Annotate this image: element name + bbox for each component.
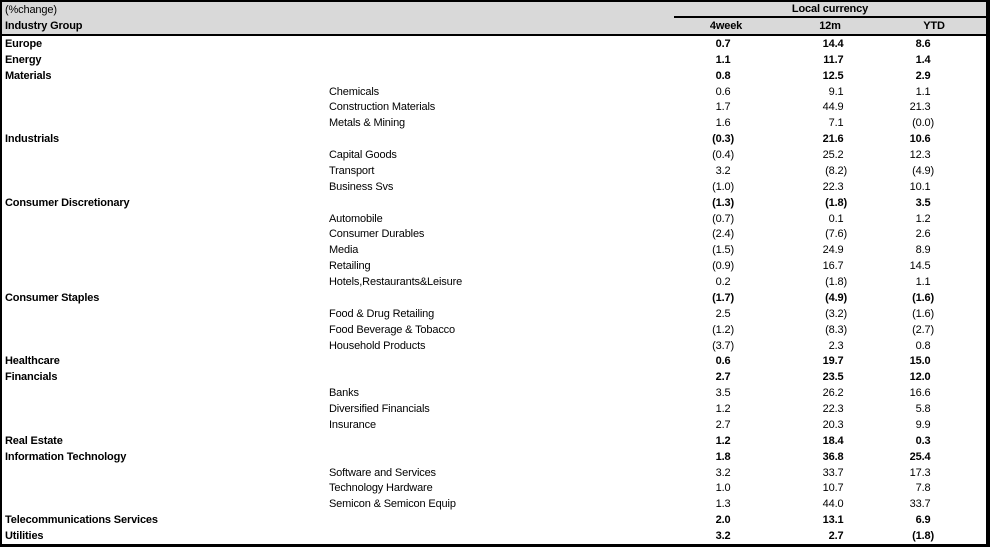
- value-cell-ytd: 21.3: [909, 101, 931, 114]
- header-row-top: [2, 2, 986, 18]
- value-cell-4week: 2.5: [715, 307, 731, 320]
- value-cell-4week: (1.2): [712, 323, 734, 336]
- sub-industry-label: Semicon & Semicon Equip: [329, 498, 456, 511]
- value-cell-12m: 12.5: [822, 69, 844, 82]
- value-cell-12m: 14.4: [822, 37, 844, 50]
- value-cell-ytd: 15.0: [909, 355, 931, 368]
- value-cell-ytd: 12.3: [909, 149, 931, 162]
- table-row: [2, 496, 986, 512]
- value-cell-12m: (3.2): [825, 307, 847, 320]
- value-cell-12m: 16.7: [822, 260, 844, 273]
- table-row: [2, 512, 986, 528]
- industry-group-label: Energy: [5, 53, 42, 66]
- table-row: [2, 36, 986, 52]
- value-cell-ytd: 12.0: [909, 371, 931, 384]
- value-cell-12m: (8.2): [825, 164, 847, 177]
- column-header-ytd: YTD: [923, 20, 945, 32]
- value-cell-12m: 9.1: [828, 85, 844, 98]
- value-cell-12m: 7.1: [828, 117, 844, 130]
- table-row: [2, 385, 986, 401]
- header-row-columns: [2, 18, 986, 36]
- value-cell-12m: 23.5: [822, 371, 844, 384]
- value-cell-ytd: (2.7): [912, 323, 934, 336]
- value-cell-12m: 2.3: [828, 339, 844, 352]
- value-cell-12m: 44.9: [822, 101, 844, 114]
- sub-industry-label: Technology Hardware: [329, 482, 433, 495]
- industry-group-label: Telecommunications Services: [5, 514, 158, 527]
- table-row: [2, 195, 986, 211]
- value-cell-ytd: 8.9: [915, 244, 931, 257]
- sub-industry-label: Banks: [329, 387, 359, 400]
- value-cell-ytd: 2.9: [915, 69, 931, 82]
- value-cell-ytd: 6.9: [915, 514, 931, 527]
- value-cell-ytd: 1.1: [915, 276, 931, 289]
- local-currency-header: Local currency: [674, 2, 986, 18]
- value-cell-ytd: 17.3: [909, 466, 931, 479]
- value-cell-4week: 3.2: [715, 164, 731, 177]
- value-cell-ytd: 2.6: [915, 228, 931, 241]
- sub-industry-label: Capital Goods: [329, 149, 397, 162]
- value-cell-12m: 36.8: [822, 450, 844, 463]
- value-cell-4week: (0.9): [712, 260, 734, 273]
- value-cell-4week: (1.3): [712, 196, 734, 209]
- value-cell-4week: (0.7): [712, 212, 734, 225]
- value-cell-ytd: 8.6: [915, 37, 931, 50]
- value-cell-ytd: 1.4: [915, 53, 931, 66]
- value-cell-12m: (1.8): [825, 276, 847, 289]
- value-cell-4week: (2.4): [712, 228, 734, 241]
- table-row: [2, 433, 986, 449]
- value-cell-4week: 0.6: [715, 85, 731, 98]
- value-cell-ytd: 33.7: [909, 498, 931, 511]
- table-row: [2, 84, 986, 100]
- value-cell-4week: 3.5: [715, 387, 731, 400]
- value-cell-ytd: 0.3: [915, 434, 931, 447]
- value-cell-12m: 44.0: [822, 498, 844, 511]
- pct-change-label: (%change): [5, 4, 57, 16]
- table-row: [2, 338, 986, 354]
- value-cell-4week: 1.1: [715, 53, 731, 66]
- table-row: [2, 100, 986, 116]
- value-cell-4week: (0.3): [712, 133, 734, 146]
- table-row: [2, 290, 986, 306]
- table-row: [2, 306, 986, 322]
- value-cell-12m: 22.3: [822, 403, 844, 416]
- table-body: [2, 36, 986, 544]
- value-cell-4week: 3.2: [715, 466, 731, 479]
- industry-group-label: Information Technology: [5, 450, 127, 463]
- table-row: [2, 369, 986, 385]
- sub-industry-label: Business Svs: [329, 180, 394, 193]
- value-cell-ytd: 1.2: [915, 212, 931, 225]
- value-cell-12m: 22.3: [822, 180, 844, 193]
- table-row: [2, 147, 986, 163]
- column-header-4week: 4week: [709, 20, 743, 32]
- industry-group-label: Consumer Discretionary: [5, 196, 130, 209]
- value-cell-ytd: 10.6: [909, 133, 931, 146]
- sub-industry-label: Automobile: [329, 212, 383, 225]
- value-cell-12m: 11.7: [823, 53, 844, 66]
- industry-group-label: Financials: [5, 371, 58, 384]
- table-row: [2, 227, 986, 243]
- value-cell-ytd: 1.1: [915, 85, 931, 98]
- sub-industry-label: Household Products: [329, 339, 426, 352]
- value-cell-12m: 33.7: [822, 466, 844, 479]
- table-row: [2, 211, 986, 227]
- value-cell-4week: (1.0): [712, 180, 734, 193]
- sub-industry-label: Metals & Mining: [329, 117, 406, 130]
- value-cell-4week: 0.8: [715, 69, 731, 82]
- sub-industry-label: Insurance: [329, 418, 376, 431]
- industry-group-label: Europe: [5, 37, 42, 50]
- value-cell-12m: 25.2: [822, 149, 844, 162]
- value-cell-4week: 0.6: [715, 355, 731, 368]
- sub-industry-label: Retailing: [329, 260, 371, 273]
- sub-industry-label: Software and Services: [329, 466, 436, 479]
- value-cell-4week: 1.6: [715, 117, 731, 130]
- value-cell-12m: (4.9): [825, 291, 847, 304]
- value-cell-ytd: 0.8: [915, 339, 931, 352]
- value-cell-4week: 0.7: [715, 37, 731, 50]
- value-cell-12m: 26.2: [822, 387, 844, 400]
- value-cell-ytd: 14.5: [909, 260, 931, 273]
- value-cell-ytd: (4.9): [912, 164, 934, 177]
- table-row: [2, 258, 986, 274]
- value-cell-4week: 1.3: [715, 498, 731, 511]
- value-cell-ytd: 10.1: [909, 180, 931, 193]
- value-cell-4week: (1.5): [712, 244, 734, 257]
- sub-industry-label: Hotels,Restaurants&Leisure: [329, 276, 463, 289]
- value-cell-4week: (1.7): [712, 291, 734, 304]
- sub-industry-label: Food Beverage & Tobacco: [329, 323, 455, 336]
- value-cell-12m: 24.9: [822, 244, 844, 257]
- value-cell-4week: 0.2: [715, 276, 731, 289]
- value-cell-12m: (1.8): [825, 196, 847, 209]
- value-cell-12m: 2.7: [828, 530, 844, 543]
- value-cell-12m: 0.1: [828, 212, 844, 225]
- table-row: [2, 274, 986, 290]
- value-cell-12m: (8.3): [825, 323, 847, 336]
- value-cell-4week: (3.7): [712, 339, 734, 352]
- value-cell-ytd: (1.6): [912, 291, 934, 304]
- value-cell-12m: 10.7: [822, 482, 844, 495]
- value-cell-ytd: (1.8): [912, 530, 934, 543]
- sub-industry-label: Food & Drug Retailing: [329, 307, 435, 320]
- table-row: [2, 322, 986, 338]
- value-cell-12m: 20.3: [822, 418, 844, 431]
- industry-group-label: Utilities: [5, 530, 44, 543]
- table-row: [2, 417, 986, 433]
- value-cell-4week: 1.2: [715, 434, 731, 447]
- industry-group-label: Real Estate: [5, 434, 63, 447]
- value-cell-ytd: 5.8: [915, 403, 931, 416]
- value-cell-4week: 2.0: [715, 514, 731, 527]
- value-cell-4week: 1.7: [715, 101, 731, 114]
- value-cell-ytd: 25.4: [909, 450, 931, 463]
- value-cell-ytd: 3.5: [915, 196, 931, 209]
- industry-group-label: Consumer Staples: [5, 291, 100, 304]
- sub-industry-label: Construction Materials: [329, 101, 436, 114]
- table-row: [2, 131, 986, 147]
- sub-industry-label: Consumer Durables: [329, 228, 425, 241]
- value-cell-ytd: (1.6): [912, 307, 934, 320]
- value-cell-12m: 13.1: [822, 514, 844, 527]
- value-cell-4week: 3.2: [715, 530, 731, 543]
- value-cell-4week: (0.4): [712, 149, 734, 162]
- value-cell-4week: 2.7: [715, 418, 731, 431]
- value-cell-ytd: (0.0): [912, 117, 934, 130]
- table-row: [2, 528, 986, 544]
- column-header-12m: 12m: [819, 20, 841, 32]
- industry-group-label: Healthcare: [5, 355, 60, 368]
- value-cell-12m: 21.6: [822, 133, 844, 146]
- industry-group-header: Industry Group: [5, 20, 83, 32]
- table-row: [2, 115, 986, 131]
- table-row: [2, 163, 986, 179]
- table-row: [2, 52, 986, 68]
- value-cell-4week: 1.2: [715, 403, 731, 416]
- table-row: [2, 481, 986, 497]
- table-row: [2, 401, 986, 417]
- value-cell-12m: (7.6): [825, 228, 847, 241]
- value-cell-12m: 19.7: [822, 355, 844, 368]
- industry-group-label: Industrials: [5, 133, 59, 146]
- value-cell-4week: 2.7: [715, 371, 731, 384]
- sub-industry-label: Media: [329, 244, 359, 257]
- table-row: [2, 242, 986, 258]
- value-cell-4week: 1.8: [715, 450, 731, 463]
- table-row: [2, 354, 986, 370]
- sub-industry-label: Diversified Financials: [329, 403, 430, 416]
- table-row: [2, 465, 986, 481]
- value-cell-4week: 1.0: [715, 482, 731, 495]
- table-row: [2, 449, 986, 465]
- sub-industry-label: Transport: [329, 164, 375, 177]
- sub-industry-label: Chemicals: [329, 85, 379, 98]
- value-cell-ytd: 7.8: [915, 482, 931, 495]
- value-cell-ytd: 9.9: [915, 418, 931, 431]
- table-row: [2, 179, 986, 195]
- value-cell-ytd: 16.6: [909, 387, 931, 400]
- value-cell-12m: 18.4: [822, 434, 844, 447]
- industry-group-label: Materials: [5, 69, 52, 82]
- table-row: [2, 68, 986, 84]
